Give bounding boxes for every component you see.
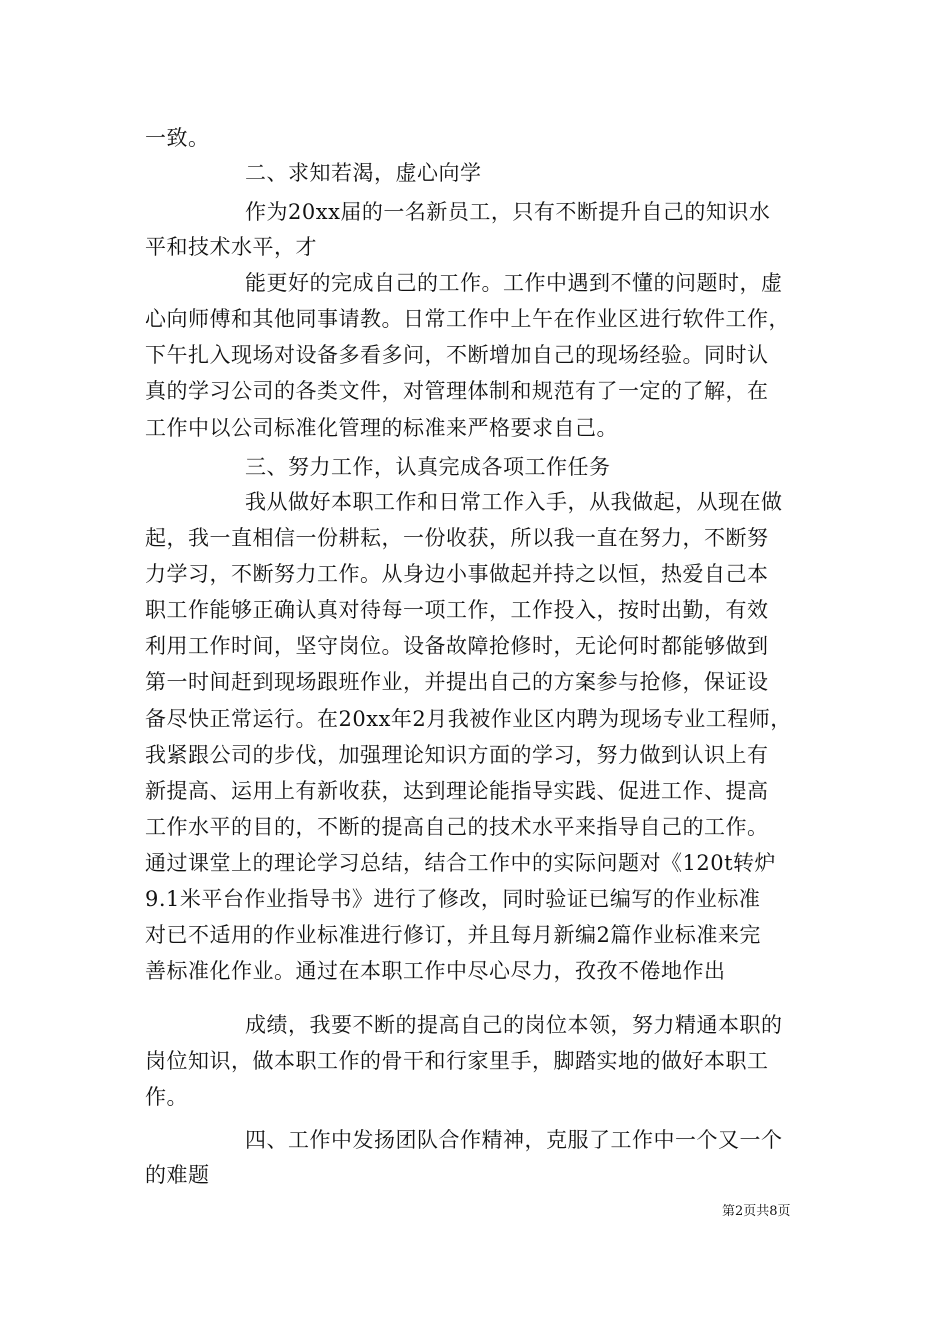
text-line: 下午扎入现场对设备多看多问，不断增加自己的现场经验。同时认 bbox=[145, 343, 769, 367]
text-line: 工作中以公司标准化管理的标准来严格要求自己。 bbox=[145, 416, 618, 440]
text-line: 我从做好本职工作和日常工作入手，从我做起，从现在做 bbox=[245, 490, 783, 514]
text-line: 力学习，不断努力工作。从身边小事做起并持之以恒，热爱自己本 bbox=[145, 562, 769, 586]
text-line: 通过课堂上的理论学习总结，结合工作中的实际问题对《120t转炉 bbox=[145, 851, 777, 875]
text-line: 善标准化作业。通过在本职工作中尽心尽力，孜孜不倦地作出 bbox=[145, 959, 726, 983]
text-line: 我紧跟公司的步伐，加强理论知识方面的学习，努力做到认识上有 bbox=[145, 743, 769, 767]
text-line: 第一时间赶到现场跟班作业，并提出自己的方案参与抢修，保证设 bbox=[145, 670, 769, 694]
text-line: 作为20xx届的一名新员工，只有不断提升自己的知识水 bbox=[245, 200, 771, 224]
text-line: 成绩，我要不断的提高自己的岗位本领，努力精通本职的 bbox=[245, 1013, 783, 1037]
text-line: 一致。 bbox=[145, 126, 210, 150]
section-heading: 三、努力工作，认真完成各项工作任务 bbox=[245, 455, 611, 479]
page-number: 第2页共8页 bbox=[722, 1204, 791, 1219]
text-line: 备尽快正常运行。在20xx年2月我被作业区内聘为现场专业工程师， bbox=[145, 707, 792, 731]
text-line: 9.1米平台作业指导书》进行了修改，同时验证已编写的作业标准 bbox=[145, 887, 761, 911]
text-line: 工作水平的目的，不断的提高自己的技术水平来指导自己的工作。 bbox=[145, 815, 769, 839]
text-line: 心向师傅和其他同事请教。日常工作中上午在作业区进行软件工作， bbox=[145, 307, 790, 331]
text-line: 岗位知识，做本职工作的骨干和行家里手，脚踏实地的做好本职工 bbox=[145, 1049, 769, 1073]
text-line: 作。 bbox=[145, 1085, 188, 1109]
text-line: 平和技术水平，才 bbox=[145, 235, 317, 259]
section-heading: 二、求知若渴，虚心向学 bbox=[245, 161, 482, 185]
text-line: 利用工作时间，坚守岗位。设备故障抢修时，无论何时都能够做到 bbox=[145, 634, 769, 658]
text-line: 对已不适用的作业标准进行修订，并且每月新编2篇作业标准来完 bbox=[145, 923, 761, 947]
text-line: 真的学习公司的各类文件，对管理体制和规范有了一定的了解，在 bbox=[145, 379, 769, 403]
text-line: 的难题 bbox=[145, 1163, 210, 1187]
text-line: 能更好的完成自己的工作。工作中遇到不懂的问题时，虚 bbox=[245, 271, 783, 295]
section-heading: 四、工作中发扬团队合作精神，克服了工作中一个又一个 bbox=[245, 1128, 783, 1152]
text-line: 新提高、运用上有新收获，达到理论能指导实践、促进工作、提高 bbox=[145, 779, 769, 803]
text-line: 职工作能够正确认真对待每一项工作，工作投入，按时出勤，有效 bbox=[145, 598, 769, 622]
text-line: 起，我一直相信一份耕耘，一份收获，所以我一直在努力，不断努 bbox=[145, 526, 769, 550]
